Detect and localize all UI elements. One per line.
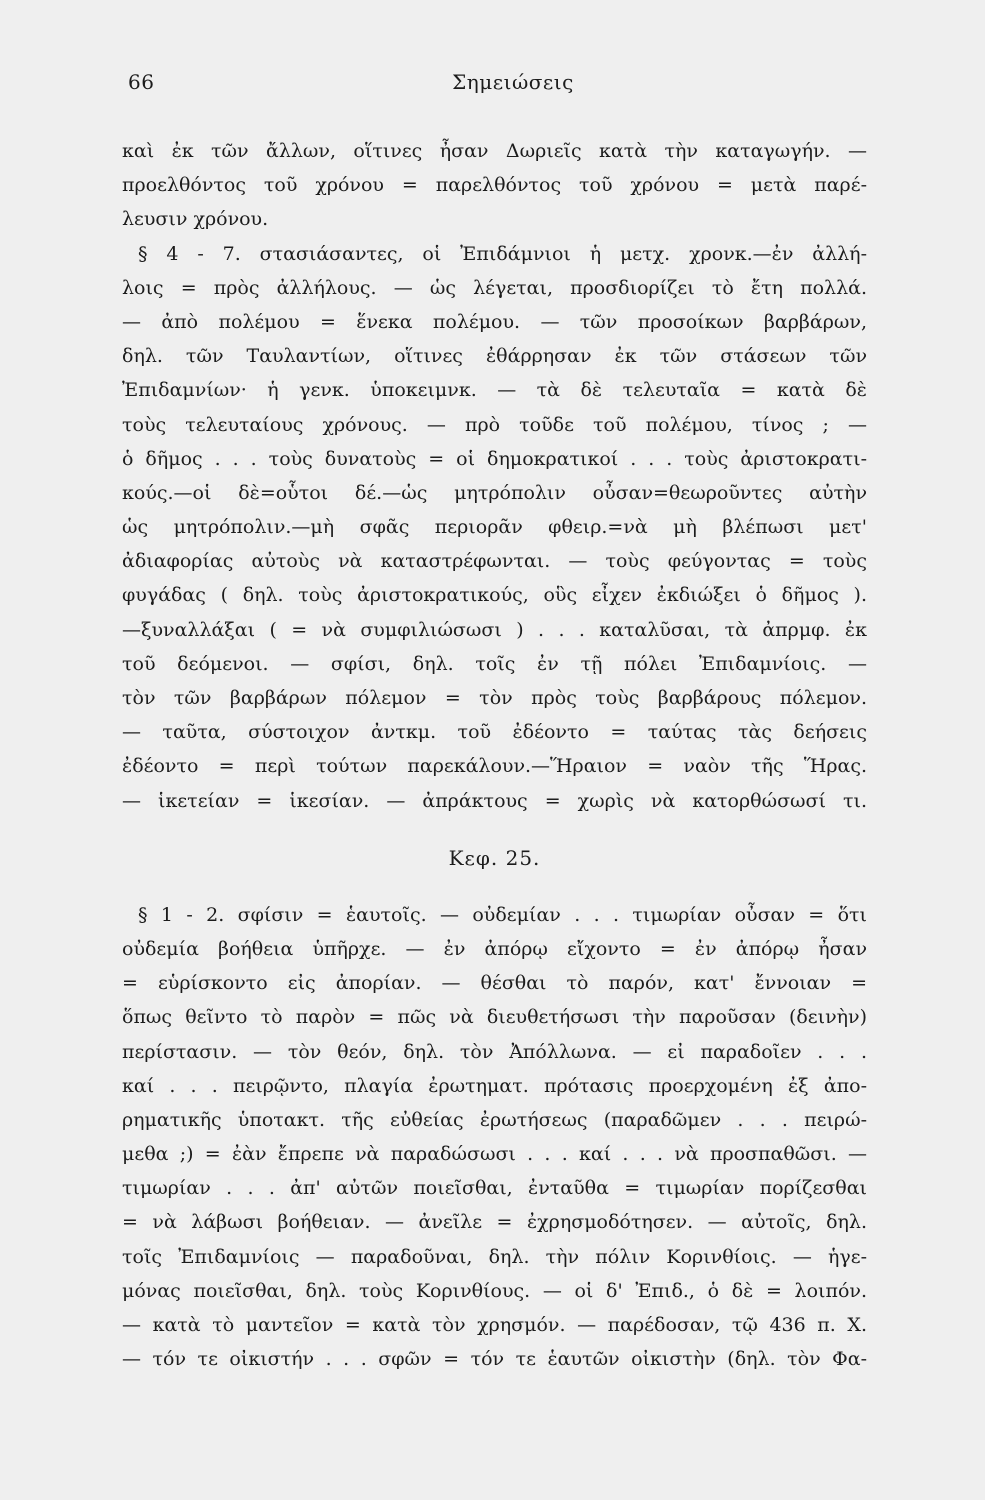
text-line: καί . . . πειρῷντο, πλαγία ἐρωτηματ. πρότασις προερχομένη ἐξ ἀπο- xyxy=(122,1074,867,1097)
text-line: § 4 - 7. στασιάσαντες, οἱ Ἐπιδάμνιοι ἡ μετχ. χρονκ.—ἐν ἀλλή- xyxy=(138,242,867,265)
text-line: κούς.—οἱ δὲ=οὗτοι δέ.—ὡς μητρόπολιν οὖσαν=θεωροῦντες αὐτὴν xyxy=(122,481,867,504)
text-line: — ἱκετείαν = ἱκεσίαν. — ἀπράκτους = χωρὶς νὰ κατορθώσωσί τι. xyxy=(122,789,867,812)
text-line: ὡς μητρόπολιν.—μὴ σφᾶς περιορᾶν φθειρ.=νὰ μὴ βλέπωσι μετ' xyxy=(122,516,867,539)
text-line: τοῖς Ἐπιδαμνίοις — παραδοῦναι, δηλ. τὴν πόλιν Κορινθίοις. — ἡγε- xyxy=(122,1245,867,1268)
page-number: 66 xyxy=(128,70,155,94)
text-line: — κατὰ τὸ μαντεῖον = κατὰ τὸν χρησμόν. — παρέδοσαν, τῷ 436 π. Χ. xyxy=(122,1314,867,1336)
text-line: μόνας ποιεῖσθαι, δηλ. τοὺς Κορινθίους. — οἱ δ' Ἐπιδ., ὁ δὲ = λοιπόν. xyxy=(122,1279,867,1302)
text-line: ὁ δῆμος . . . τοὺς δυνατοὺς = οἱ δημοκρατικοί . . . τοὺς ἀριστοκρατι- xyxy=(122,447,867,470)
text-line: ἐδέοντο = περὶ τούτων παρεκάλουν.—Ἥραιον = ναὸν τῆς Ἥρας. xyxy=(122,755,867,778)
text-line: τοὺς τελευταίους χρόνους. — πρὸ τοῦδε τοῦ πολέμου, τίνος ; — xyxy=(122,413,867,436)
text-line: δηλ. τῶν Ταυλαντίων, οἵτινες ἐθάρρησαν ἐκ τῶν στάσεων τῶν xyxy=(122,345,867,368)
text-line: περίστασιν. — τὸν θεόν, δηλ. τὸν Ἀπόλλωνα. — εἰ παραδοῖεν . . . xyxy=(122,1040,867,1063)
text-line: — ταῦτα, σύστοιχον ἀντκμ. τοῦ ἐδέοντο = ταύτας τὰς δεήσεις xyxy=(122,721,867,744)
text-line: —ξυναλλάξαι ( = νὰ συμφιλιώσωσι ) . . . καταλῦσαι, τὰ ἀπρμφ. ἐκ xyxy=(122,618,867,641)
section-notes-1 xyxy=(122,134,867,818)
running-title: Σημειώσεις xyxy=(452,70,574,94)
text-line: φυγάδας ( δηλ. τοὺς ἀριστοκρατικούς, οὓς εἶχεν ἐκδιώξει ὁ δῆμος ). xyxy=(122,584,867,607)
text-line: μεθα ;) = ἐὰν ἔπρεπε νὰ παραδώσωσι . . . καί . . . νὰ προσπαθῶσι. — xyxy=(122,1143,867,1166)
text-line: τιμωρίαν . . . ἀπ' αὐτῶν ποιεῖσθαι, ἐνταῦθα = τιμωρίαν πορίζεσθαι xyxy=(122,1177,867,1200)
text-line: — τόν τε οἰκιστήν . . . σφῶν = τόν τε ἑαυτῶν οἰκιστὴν (δηλ. τὸν Φα- xyxy=(122,1348,867,1371)
text-line: ρηματικῆς ὑποτακτ. τῆς εὐθείας ἐρωτήσεως (παραδῶμεν . . . πειρώ- xyxy=(122,1108,867,1131)
text-line: ἀδιαφορίας αὐτοὺς νὰ καταστρέφωνται. — τοὺς φεύγοντας = τοὺς xyxy=(122,550,867,573)
text-line: Ἐπιδαμνίων· ἡ γενκ. ὑποκειμνκ. — τὰ δὲ τελευταῖα = κατὰ δὲ xyxy=(122,379,867,402)
text-line: = νὰ λάβωσι βοήθειαν. — ἀνεῖλε = ἐχρησμοδότησεν. — αὐτοῖς, δηλ. xyxy=(122,1211,867,1234)
commentary-text xyxy=(122,134,867,1376)
chapter-heading: Κεφ. 25. xyxy=(448,845,541,870)
text-line: ὅπως θεῖντο τὸ παρὸν = πῶς νὰ διευθετήσωσι τὴν παροῦσαν (δεινὴν) xyxy=(122,1006,867,1029)
text-line: προελθόντος τοῦ χρόνου = παρελθόντος τοῦ χρόνου = μετὰ παρέ- xyxy=(122,174,867,197)
text-line: καὶ ἐκ τῶν ἄλλων, οἵτινες ἦσαν Δωριεῖς κατὰ τὴν καταγωγήν. — xyxy=(122,140,867,162)
page-header xyxy=(128,70,868,104)
text-line: = εὑρίσκοντο εἰς ἀπορίαν. — θέσθαι τὸ παρόν, κατ' ἔννοιαν = xyxy=(122,972,867,995)
text-line: — ἀπὸ πολέμου = ἕνεκα πολέμου. — τῶν προσοίκων βαρβάρων, xyxy=(122,310,867,333)
text-line: λοις = πρὸς ἀλλήλους. — ὡς λέγεται, προσδιορίζει τὸ ἔτη πολλά. xyxy=(122,276,867,299)
text-line: τοῦ δεόμενοι. — σφίσι, δηλ. τοῖς ἐν τῇ πόλει Ἐπιδαμνίοις. — xyxy=(122,652,867,675)
text-line: οὐδεμία βοήθεια ὑπῆρχε. — ἐν ἀπόρῳ εἴχοντο = ἐν ἀπόρῳ ἦσαν xyxy=(122,937,867,960)
section-notes-2 xyxy=(122,898,867,1377)
text-line: τὸν τῶν βαρβάρων πόλεμον = τὸν πρὸς τοὺς βαρβάρους πόλεμον. xyxy=(122,687,867,709)
text-line: § 1 - 2. σφίσιν = ἑαυτοῖς. — οὐδεμίαν . . . τιμωρίαν οὖσαν = ὅτι xyxy=(138,903,867,926)
text-line: λευσιν χρόνου. xyxy=(122,208,269,231)
